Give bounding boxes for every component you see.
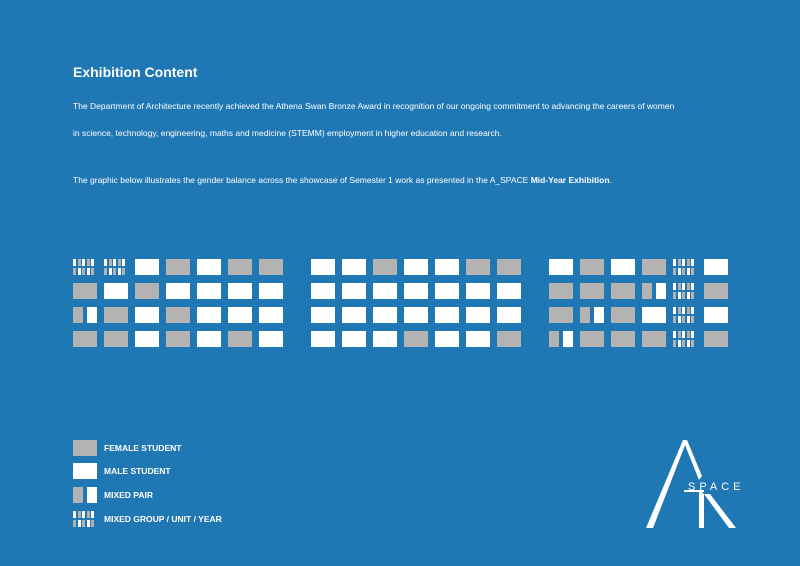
legend-item-mixed-group bbox=[73, 511, 373, 529]
cell-male bbox=[135, 331, 159, 347]
cell-mixed-pair bbox=[73, 307, 97, 323]
cell-female bbox=[704, 283, 728, 299]
legend-label-female: FEMALE STUDENT bbox=[104, 443, 182, 453]
cell-male bbox=[704, 307, 728, 323]
cell-male bbox=[197, 259, 221, 275]
legend-item-female bbox=[73, 440, 373, 458]
cell-male bbox=[466, 283, 490, 299]
cell-male bbox=[135, 307, 159, 323]
cell-female bbox=[642, 259, 666, 275]
legend-label-mixed-group: MIXED GROUP / UNIT / YEAR bbox=[104, 514, 222, 524]
cell-male bbox=[404, 307, 428, 323]
cell-male bbox=[373, 283, 397, 299]
cell-male bbox=[135, 259, 159, 275]
graphic-description-end: . bbox=[609, 175, 612, 185]
legend-swatch-mixed-group bbox=[73, 511, 97, 527]
legend-swatch-mixed-pair bbox=[73, 487, 97, 503]
cell-male bbox=[435, 331, 459, 347]
intro-line-2: in science, technology, engineering, maths and medicine (STEMM) employment in higher education and research. bbox=[73, 128, 502, 138]
cell-female bbox=[549, 283, 573, 299]
cell-female bbox=[135, 283, 159, 299]
cell-male bbox=[549, 259, 573, 275]
cell-female bbox=[73, 331, 97, 347]
cell-female bbox=[580, 283, 604, 299]
cell-male bbox=[342, 283, 366, 299]
cell-female bbox=[497, 331, 521, 347]
cell-male bbox=[259, 331, 283, 347]
cell-male bbox=[466, 331, 490, 347]
cell-male bbox=[435, 283, 459, 299]
cell-male bbox=[311, 331, 335, 347]
cell-female bbox=[549, 307, 573, 323]
cell-female bbox=[104, 331, 128, 347]
legend-label-mixed-pair: MIXED PAIR bbox=[104, 490, 153, 500]
cell-female bbox=[611, 283, 635, 299]
cell-mixed-pair bbox=[642, 283, 666, 299]
cell-male bbox=[466, 307, 490, 323]
cell-female bbox=[580, 259, 604, 275]
cell-male bbox=[197, 307, 221, 323]
cell-male bbox=[704, 259, 728, 275]
cell-female bbox=[580, 331, 604, 347]
cell-male bbox=[497, 307, 521, 323]
cell-male bbox=[342, 259, 366, 275]
cell-male bbox=[166, 283, 190, 299]
cell-male bbox=[228, 283, 252, 299]
cell-male bbox=[373, 307, 397, 323]
cell-male bbox=[497, 283, 521, 299]
cell-male bbox=[373, 331, 397, 347]
cell-female bbox=[404, 331, 428, 347]
cell-male bbox=[342, 307, 366, 323]
cell-male bbox=[404, 259, 428, 275]
cell-male bbox=[259, 307, 283, 323]
cell-female bbox=[373, 259, 397, 275]
cell-female bbox=[166, 331, 190, 347]
cell-male bbox=[342, 331, 366, 347]
cell-male bbox=[642, 307, 666, 323]
logo-text: SPACE bbox=[688, 481, 745, 493]
legend-item-mixed-pair bbox=[73, 487, 373, 505]
legend-swatch-female bbox=[73, 440, 97, 456]
cell-mixed-pair bbox=[549, 331, 573, 347]
cell-female bbox=[104, 307, 128, 323]
cell-female bbox=[642, 331, 666, 347]
cell-mixed-pair bbox=[580, 307, 604, 323]
exhibition-name: Mid-Year Exhibition bbox=[530, 175, 610, 185]
cell-mixed-group bbox=[673, 331, 697, 347]
graphic-description-text: The graphic below illustrates the gender balance across the showcase of Semester 1 work as presented in the A_SPACE bbox=[73, 175, 531, 185]
cell-male bbox=[311, 283, 335, 299]
legend-swatch-male bbox=[73, 463, 97, 479]
cell-female bbox=[466, 259, 490, 275]
cell-female bbox=[497, 259, 521, 275]
cell-male bbox=[435, 307, 459, 323]
cell-mixed-group bbox=[673, 259, 697, 275]
cell-mixed-group bbox=[673, 307, 697, 323]
cell-mixed-group bbox=[104, 259, 128, 275]
cell-female bbox=[704, 331, 728, 347]
cell-male bbox=[435, 259, 459, 275]
legend-label-male: MALE STUDENT bbox=[104, 466, 171, 476]
cell-male bbox=[404, 283, 428, 299]
cell-male bbox=[611, 259, 635, 275]
cell-mixed-group bbox=[73, 259, 97, 275]
cell-male bbox=[197, 331, 221, 347]
cell-female bbox=[611, 331, 635, 347]
cell-female bbox=[73, 283, 97, 299]
cell-male bbox=[259, 283, 283, 299]
cell-female bbox=[228, 331, 252, 347]
intro-line-1: The Department of Architecture recently achieved the Athena Swan Bronze Award in recognition of our ongoing commitment to advancing the careers of women bbox=[73, 101, 675, 111]
legend-item-male bbox=[73, 463, 373, 481]
cell-male bbox=[228, 307, 252, 323]
cell-male bbox=[311, 259, 335, 275]
cell-female bbox=[166, 259, 190, 275]
cell-male bbox=[197, 283, 221, 299]
cell-female bbox=[228, 259, 252, 275]
cell-female bbox=[166, 307, 190, 323]
cell-male bbox=[311, 307, 335, 323]
cell-female bbox=[611, 307, 635, 323]
cell-male bbox=[104, 283, 128, 299]
page-title: Exhibition Content bbox=[73, 64, 198, 80]
cell-mixed-group bbox=[673, 283, 697, 299]
cell-female bbox=[259, 259, 283, 275]
